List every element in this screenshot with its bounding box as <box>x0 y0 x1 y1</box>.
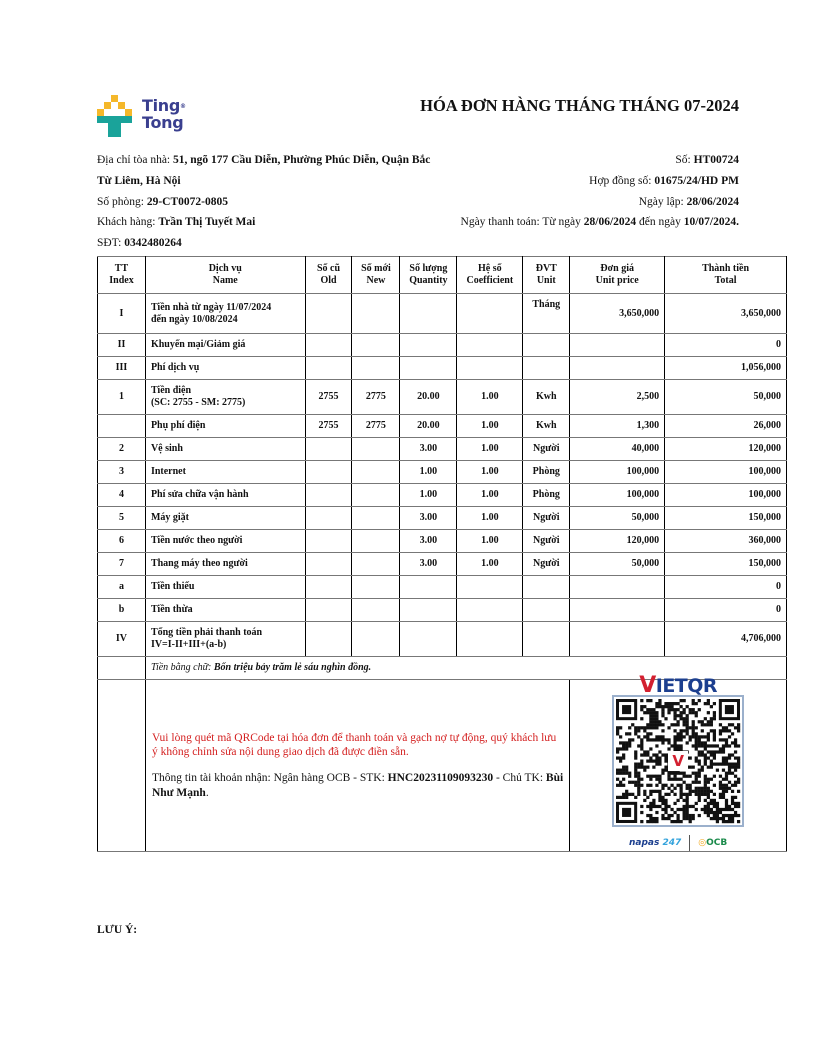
column-header: Số cũ Old <box>305 257 352 294</box>
index-cell: 3 <box>98 461 146 484</box>
unit-cell <box>523 622 570 657</box>
amount-in-words: Tiền bằng chữ: Bốn triệu bảy trăm lẻ sáu nghìn đồng. <box>145 657 786 680</box>
vietqr-center-icon: V <box>668 751 688 771</box>
index-cell: 1 <box>98 380 146 415</box>
unit-price-cell: 100,000 <box>570 484 665 507</box>
logo-mark-icon <box>97 95 139 137</box>
name-cell: Thang máy theo người <box>145 553 305 576</box>
table-row <box>98 334 787 357</box>
old-reading-cell <box>305 599 352 622</box>
quantity-cell <box>400 334 457 357</box>
quantity-cell: 20.00 <box>400 415 457 438</box>
index-cell: 5 <box>98 507 146 530</box>
name-cell: Vệ sinh <box>145 438 305 461</box>
unit-price-cell: 120,000 <box>570 530 665 553</box>
unit-cell: Kwh <box>523 380 570 415</box>
bank-account-info: Thông tin tài khoản nhận: Ngân hàng OCB - STK: HNC20231109093230 - Chủ TK: Bùi Như Mạnh. <box>151 771 564 799</box>
quantity-cell: 1.00 <box>400 461 457 484</box>
unit-price-cell: 100,000 <box>570 461 665 484</box>
name-cell: Phí dịch vụ <box>145 357 305 380</box>
coefficient-cell: 1.00 <box>457 507 523 530</box>
coefficient-cell: 1.00 <box>457 438 523 461</box>
coefficient-cell <box>457 334 523 357</box>
column-header: ĐVT Unit <box>523 257 570 294</box>
total-cell: 0 <box>665 576 787 599</box>
unit-cell: Người <box>523 530 570 553</box>
brand-divider <box>689 835 690 851</box>
unit-price-cell: 1,300 <box>570 415 665 438</box>
name-cell: Tiền thiếu <box>145 576 305 599</box>
bank-brands <box>570 835 786 851</box>
new-reading-cell <box>352 357 400 380</box>
name-cell: Phí sửa chữa vận hành <box>145 484 305 507</box>
registered-mark: ® <box>180 103 186 110</box>
building-address: Địa chỉ tòa nhà: 51, ngõ 177 Cầu Diễn, Phường Phúc Diễn, Quận Bắc Từ Liêm, Hà Nội <box>97 154 431 187</box>
quantity-cell <box>400 622 457 657</box>
total-cell: 120,000 <box>665 438 787 461</box>
new-reading-cell: 2775 <box>352 380 400 415</box>
total-cell: 1,056,000 <box>665 357 787 380</box>
coefficient-cell <box>457 576 523 599</box>
unit-cell <box>523 334 570 357</box>
old-reading-cell: 2755 <box>305 415 352 438</box>
new-reading-cell <box>352 530 400 553</box>
index-cell: III <box>98 357 146 380</box>
coefficient-cell: 1.00 <box>457 380 523 415</box>
new-reading-cell <box>352 599 400 622</box>
coefficient-cell <box>457 622 523 657</box>
unit-price-cell <box>570 622 665 657</box>
qr-payment-note: Vui lòng quét mã QRCode tại hóa đơn để thanh toán và gạch nợ tự động, quý khách lưu ý không chỉnh sửa nội dung giao dịch đã được điền sẵn. <box>151 731 557 758</box>
index-cell: 6 <box>98 530 146 553</box>
name-cell: Tiền nước theo người <box>145 530 305 553</box>
quantity-cell <box>400 576 457 599</box>
table-header-row <box>98 257 787 294</box>
unit-price-cell <box>570 334 665 357</box>
unit-cell: Kwh <box>523 415 570 438</box>
invoice-title: HÓA ĐƠN HÀNG THÁNG THÁNG 07-2024 <box>420 96 739 115</box>
total-cell: 26,000 <box>665 415 787 438</box>
invoice-number: Số: HT00724 <box>675 154 739 166</box>
column-header: TT Index <box>98 257 146 294</box>
name-cell: Internet <box>145 461 305 484</box>
table-row <box>98 294 787 334</box>
qr-finder <box>725 705 734 714</box>
total-cell: 150,000 <box>665 553 787 576</box>
name-cell: Tổng tiền phải thanh toán IV=I-II+III+(a-b) <box>145 622 305 657</box>
unit-price-cell <box>570 599 665 622</box>
unit-price-cell: 3,650,000 <box>570 294 665 334</box>
old-reading-cell <box>305 461 352 484</box>
new-reading-cell <box>352 576 400 599</box>
unit-price-cell <box>570 576 665 599</box>
total-cell: 150,000 <box>665 507 787 530</box>
total-cell: 0 <box>665 599 787 622</box>
column-header: Số lượng Quantity <box>400 257 457 294</box>
coefficient-cell <box>457 294 523 334</box>
unit-price-cell: 50,000 <box>570 553 665 576</box>
column-header: Dịch vụ Name <box>145 257 305 294</box>
index-cell: 2 <box>98 438 146 461</box>
total-cell: 100,000 <box>665 461 787 484</box>
index-cell: II <box>98 334 146 357</box>
unit-cell: Người <box>523 438 570 461</box>
new-reading-cell <box>352 484 400 507</box>
room-number: Số phòng: 29-CT0072-0805 <box>97 195 228 208</box>
table-row <box>98 415 787 438</box>
column-header: Số mới New <box>352 257 400 294</box>
coefficient-cell: 1.00 <box>457 461 523 484</box>
unit-cell: Tháng <box>523 294 570 334</box>
old-reading-cell <box>305 530 352 553</box>
unit-cell: Người <box>523 507 570 530</box>
new-reading-cell <box>352 294 400 334</box>
quantity-cell: 3.00 <box>400 530 457 553</box>
table-row <box>98 380 787 415</box>
old-reading-cell <box>305 294 352 334</box>
unit-cell <box>523 357 570 380</box>
table-row <box>98 576 787 599</box>
coefficient-cell <box>457 599 523 622</box>
qr-finder <box>622 808 631 817</box>
total-cell: 3,650,000 <box>665 294 787 334</box>
unit-cell <box>523 599 570 622</box>
unit-cell: Phòng <box>523 461 570 484</box>
name-cell: Khuyến mại/Giảm giá <box>145 334 305 357</box>
quantity-cell: 20.00 <box>400 380 457 415</box>
quantity-cell: 3.00 <box>400 438 457 461</box>
unit-price-cell: 40,000 <box>570 438 665 461</box>
ocb-logo: ◎OCB <box>698 838 728 848</box>
new-reading-cell <box>352 438 400 461</box>
index-cell: 7 <box>98 553 146 576</box>
new-reading-cell <box>352 553 400 576</box>
name-cell: Tiền nhà từ ngày 11/07/2024 đến ngày 10/08/2024 <box>145 294 305 334</box>
qr-finder <box>622 705 631 714</box>
index-cell: IV <box>98 622 146 657</box>
invoice-table <box>97 256 787 852</box>
qr-panel <box>570 673 787 852</box>
total-cell: 50,000 <box>665 380 787 415</box>
index-cell: a <box>98 576 146 599</box>
coefficient-cell: 1.00 <box>457 530 523 553</box>
column-header: Đơn giá Unit price <box>570 257 665 294</box>
new-reading-cell: 2775 <box>352 415 400 438</box>
column-header: Hệ số Coefficient <box>457 257 523 294</box>
quantity-cell <box>400 357 457 380</box>
old-reading-cell <box>305 438 352 461</box>
customer-name: Khách hàng: Trần Thị Tuyết Mai <box>97 216 256 229</box>
coefficient-cell: 1.00 <box>457 553 523 576</box>
total-cell: 360,000 <box>665 530 787 553</box>
table-row <box>98 553 787 576</box>
new-reading-cell <box>352 334 400 357</box>
total-cell: 100,000 <box>665 484 787 507</box>
logo-text <box>142 97 186 131</box>
old-reading-cell <box>305 576 352 599</box>
coefficient-cell: 1.00 <box>457 415 523 438</box>
new-reading-cell <box>352 507 400 530</box>
unit-price-cell <box>570 357 665 380</box>
coefficient-cell <box>457 357 523 380</box>
table-row <box>98 461 787 484</box>
table-row <box>98 530 787 553</box>
quantity-cell <box>400 599 457 622</box>
table-row <box>98 622 787 657</box>
name-cell: Tiền thừa <box>145 599 305 622</box>
tingtong-logo <box>97 95 192 137</box>
contract-number: Hợp đồng số: 01675/24/HD PM <box>589 174 739 187</box>
customer-phone: SĐT: 0342480264 <box>97 237 182 250</box>
old-reading-cell: 2755 <box>305 380 352 415</box>
index-cell: b <box>98 599 146 622</box>
quantity-cell: 3.00 <box>400 553 457 576</box>
table-row <box>98 438 787 461</box>
quantity-cell <box>400 294 457 334</box>
name-cell: Phụ phí điện <box>145 415 305 438</box>
unit-cell: Người <box>523 553 570 576</box>
table-row <box>98 484 787 507</box>
unit-price-cell: 2,500 <box>570 380 665 415</box>
napas-logo: napas 247 <box>629 838 682 848</box>
quantity-cell: 1.00 <box>400 484 457 507</box>
total-cell: 0 <box>665 334 787 357</box>
logo-text-line1: Ting <box>142 96 181 115</box>
unit-cell: Phòng <box>523 484 570 507</box>
index-cell <box>98 415 146 438</box>
payment-info <box>145 680 569 852</box>
new-reading-cell <box>352 461 400 484</box>
old-reading-cell <box>305 553 352 576</box>
invoice-meta <box>379 150 739 233</box>
old-reading-cell <box>305 334 352 357</box>
table-row <box>98 507 787 530</box>
unit-price-cell: 50,000 <box>570 507 665 530</box>
table-row <box>98 357 787 380</box>
quantity-cell: 3.00 <box>400 507 457 530</box>
vietqr-logo: VIETQR <box>639 673 718 698</box>
column-header: Thành tiền Total <box>665 257 787 294</box>
index-cell: 4 <box>98 484 146 507</box>
created-date: Ngày lập: 28/06/2024 <box>638 195 739 208</box>
name-cell: Tiền điện (SC: 2755 - SM: 2775) <box>145 380 305 415</box>
note-label: LƯU Ý: <box>97 924 138 936</box>
unit-cell <box>523 576 570 599</box>
table-row <box>98 599 787 622</box>
payment-row <box>98 680 787 852</box>
total-cell: 4,706,000 <box>665 622 787 657</box>
coefficient-cell: 1.00 <box>457 484 523 507</box>
payment-period: Ngày thanh toán: Từ ngày 28/06/2024 đến ngày 10/07/2024. <box>460 216 739 229</box>
name-cell: Máy giặt <box>145 507 305 530</box>
old-reading-cell <box>305 507 352 530</box>
old-reading-cell <box>305 484 352 507</box>
old-reading-cell <box>305 622 352 657</box>
old-reading-cell <box>305 357 352 380</box>
payment-qr-code[interactable] <box>612 695 744 827</box>
new-reading-cell <box>352 622 400 657</box>
index-cell: I <box>98 294 146 334</box>
logo-text-line2: Tong <box>142 113 184 132</box>
